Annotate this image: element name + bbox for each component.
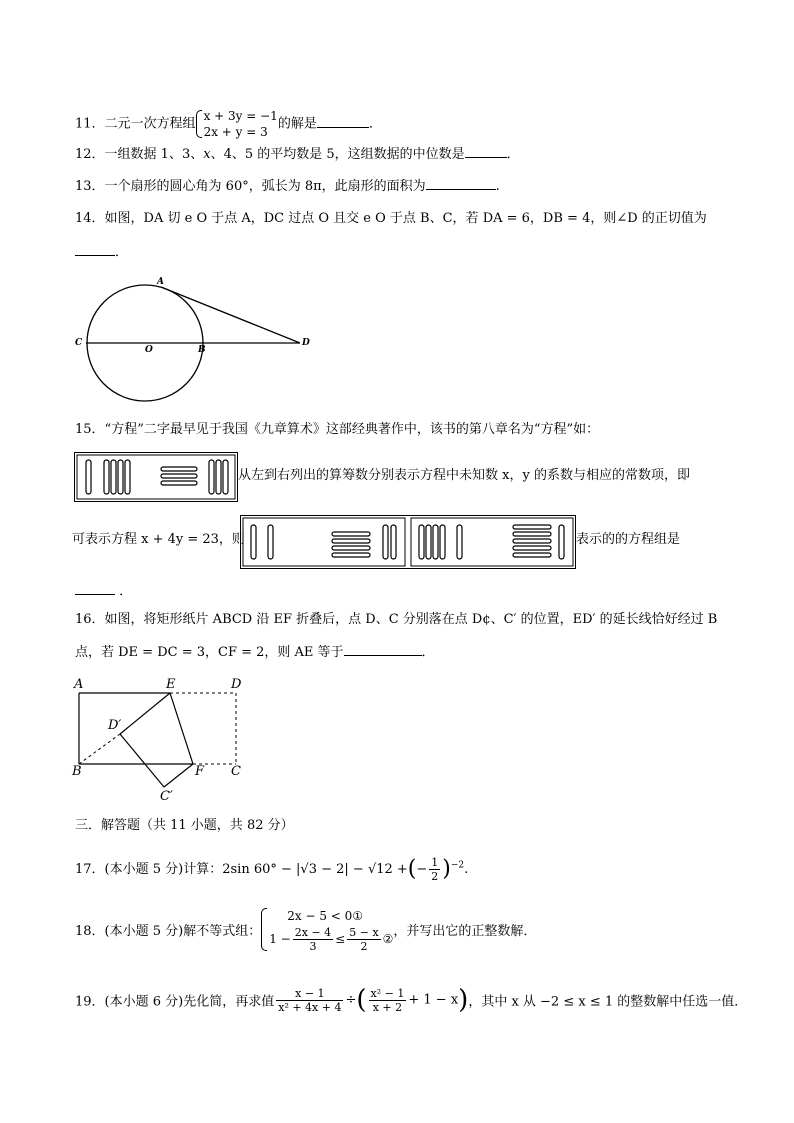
q15-end: ． (119, 584, 133, 599)
equation-1: x + 3y = −1 (203, 109, 278, 123)
inequality-2-start: 1 − (269, 932, 291, 946)
q15-line-2 (238, 467, 690, 485)
q11-end: ． (368, 116, 382, 132)
q12-text: 12．一组数据 1、3、 (75, 147, 204, 162)
label-point-a: A (74, 677, 84, 692)
q12-text-2: 、4、5 的平均数是 5，这组数据的中位数是 (210, 147, 465, 162)
q18-suffix: ，并写出它的正整数解． (393, 924, 537, 939)
equation-system (196, 108, 278, 140)
q12-variable: x (203, 147, 211, 162)
answer-blank (426, 177, 496, 190)
question-13 (75, 177, 500, 196)
fraction-numerator: 2x − 4 (294, 926, 332, 939)
question-14-answer (75, 243, 128, 262)
q16-text-2: 点，若 DE = DC = 3，CF = 2，则 AE 等于 (75, 645, 344, 660)
q19-tail: + 1 − x (408, 992, 459, 1008)
label-point-d: D (231, 677, 242, 692)
question-19: 19．(本小题 6 分)先化简，再求值 $\frac{x - 1}{\text{x² + 4x + 4}}$ ÷( $\frac{\text{x² − 1}}{x + 2}$ + 1 − x)，其中 x 从 −2 ≤ x ≤ 1 的整数解中任选一值． (75, 985, 748, 1015)
label-point-b: B (198, 345, 206, 355)
inequality-1: 2x − 5 < 0① (287, 909, 364, 923)
fraction-1 (276, 987, 343, 1014)
q13-text: 13．一个扇形的圆心角为 60°，弧长为 8π，此扇形的面积为 (75, 179, 426, 194)
question-18 (75, 906, 536, 953)
q13-end: . (495, 179, 500, 194)
q15-line-3b (576, 531, 680, 549)
inequality-2-mark: ② (382, 932, 394, 946)
label-point-f: F (195, 764, 205, 779)
label-point-d-prime: D′ (108, 718, 122, 733)
fraction-denominator: x² + 4x + 4 (278, 1000, 342, 1014)
q16-text: 16．如图，将矩形纸片 ABCD 沿 EF 折叠后，点 D、C 分别落在点 D¢、C′ 的位置，ED′ 的延长线恰好经过 B (75, 612, 718, 627)
answer-blank (317, 115, 369, 128)
fraction-denominator: 2 (431, 870, 439, 883)
inequality-system (261, 906, 393, 953)
label-point-a: A (157, 277, 164, 287)
q11-suffix: 的解是 (277, 116, 317, 132)
question-16-line-2 (75, 643, 435, 662)
q15-text-3a: 可表示方程 x + 4y = 23，则 (72, 532, 245, 547)
equation-2: 2x + y = 3 (203, 125, 268, 139)
q15-text-3b: 表示的的方程组是 (576, 532, 681, 547)
le-sign: ≤ (335, 932, 346, 946)
fraction-1 (293, 926, 333, 953)
q14-end: ． (115, 245, 129, 260)
question-17: 17．(本小题 5 分)计算：2sin 60° − |√3 − 2| − √12 +(− $\frac{1}{2}$ )$^{-2}$. (75, 856, 469, 883)
q17-text: 17．(本小题 5 分)计算： (75, 862, 223, 877)
counting-rods-question (240, 515, 576, 569)
fraction-numerator: 1 (431, 856, 439, 869)
label-point-c: C (75, 338, 83, 348)
divide-sign: ÷ (345, 992, 357, 1008)
q11-text: 二元一次方程组 (104, 116, 196, 132)
label-point-e: E (166, 677, 176, 692)
fraction-numerator: 5 − x (349, 926, 379, 939)
answer-blank (75, 243, 115, 256)
section-3-title: 三．解答题（共 11 小题，共 82 分） (75, 818, 294, 833)
section-heading (75, 817, 294, 835)
fraction (429, 856, 440, 883)
label-point-b: B (72, 764, 82, 779)
q15-line-3a (72, 531, 245, 549)
question-14 (75, 210, 707, 228)
fraction-numerator: x − 1 (276, 987, 343, 1001)
fraction-numerator: x² − 1 (370, 986, 405, 1000)
q17-end: . (464, 862, 469, 877)
q19-suffix: ，其中 x 从 −2 ≤ x ≤ 1 的整数解中任选一值． (468, 994, 748, 1010)
counting-rods-example (74, 452, 238, 502)
answer-blank (344, 643, 422, 656)
question-11 (75, 108, 382, 140)
fraction-denominator: x + 2 (372, 1000, 403, 1014)
fraction-denominator: 2 (360, 940, 368, 953)
q19-text: 19．(本小题 6 分)先化简，再求值 (75, 994, 275, 1010)
q14-text: 14．如图，DA 切 e O 于点 A，DC 过点 O 且交 e O 于点 B、C，若 DA = 6，DB = 4，则∠D 的正切值为 (75, 211, 707, 226)
label-point-o: O (145, 345, 153, 355)
q17-expression: 2sin 60° − |√3 − 2| − √12 + (222, 862, 408, 877)
q15-text-2: 从左到右列出的算筹数分别表示方程中未知数 x，y 的系数与相应的常数项，即 (238, 468, 690, 483)
q15-answer (75, 582, 132, 601)
fraction-2 (369, 987, 407, 1014)
answer-blank (465, 145, 507, 158)
label-point-c-prime: C′ (160, 789, 173, 804)
question-16 (75, 611, 717, 629)
label-point-c: C (231, 764, 241, 779)
q15-text: 15．“方程”二字最早见于我国《九章算术》这部经典著作中，该书的第八章名为“方程”如： (75, 422, 600, 437)
exponent: −2 (450, 860, 465, 871)
q12-end: ． (506, 147, 520, 162)
answer-blank (75, 582, 115, 595)
fraction-2 (347, 926, 380, 953)
label-point-d: D (302, 338, 310, 348)
q18-text: 18．(本小题 5 分)解不等式组： (75, 924, 262, 939)
q16-end: ． (421, 645, 435, 660)
question-12 (75, 145, 520, 164)
fraction-denominator: 3 (309, 940, 317, 953)
question-15 (75, 421, 599, 439)
q11-number: 11． (75, 116, 105, 132)
